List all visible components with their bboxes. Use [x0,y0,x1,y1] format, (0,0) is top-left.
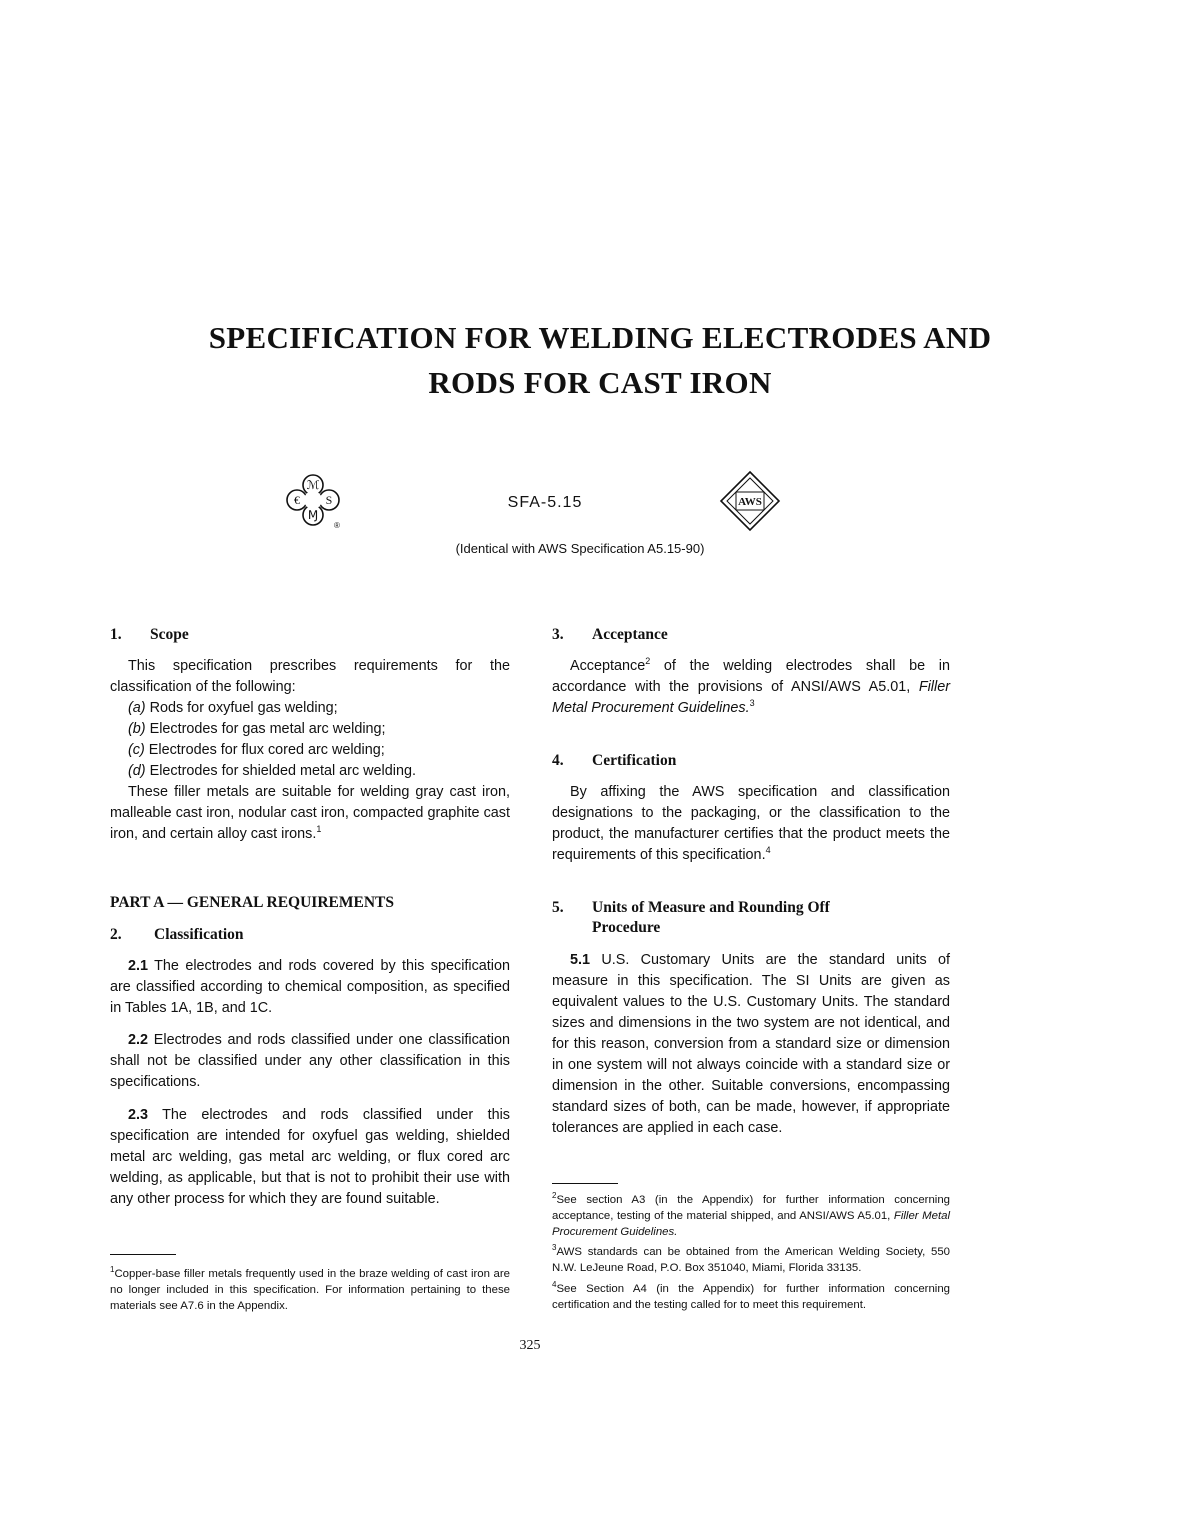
footnote-1: $^1$Copper-base filler metals frequently used in the braze welding of cast iron are no longer included in this specification. For information pertaining to these materials see A7.6 in the Appendix. [110,1265,510,1312]
section-4-heading [552,751,676,771]
section-title: Scope [150,626,189,643]
footnote-2: $^2$See section A3 (in the Appendix) for further information concerning acceptance, testing of the material shipped, and ANSI/AWS A5.01, Filler Metal Procurement Guidelines. [552,1191,950,1238]
scope-paragraph: These filler metals are suitable for welding gray cast iron, malleable cast iron, nodular cast iron, compacted graphite cast iron, and certain alloy cast irons.$^1$ [110,784,510,842]
title-line-1: SPECIFICATION FOR WELDING ELECTRODES AND [208,320,992,355]
page-number: 325 [519,1338,541,1353]
designation: SFA-5.15 [507,494,583,511]
list-item: (a) Rods for oxyfuel gas welding; [128,700,338,716]
section-3-heading [552,625,668,645]
section-title-continued: Procedure [592,919,661,936]
list-item: (b) Electrodes for gas metal arc welding; [128,721,386,737]
footnote-ref: 3 [749,698,755,709]
paragraph-2-1: 2.1 The electrodes and rods covered by this specification are classified according to chemical composition, as specified in Tables 1A, 1B, and 1C. [110,958,510,1016]
scope-list [110,698,510,782]
section-title: Certification [592,752,677,769]
list-item: (d) Electrodes for shielded metal arc welding. [128,763,416,779]
section-title: Classification [154,926,244,943]
registered-mark: ® [334,521,340,530]
footnote-rule [110,1254,176,1255]
footnote-ref: 4 [765,845,771,856]
scope-intro: This specification prescribes requirements for the classification of the following: [110,658,510,695]
section-number: 1. [110,626,122,643]
asme-letter-e: € [294,493,300,507]
part-a-heading: PART A — GENERAL REQUIREMENTS [110,894,394,911]
asme-letter-m: ℳ [306,478,320,492]
asme-letter-a: Ɱ [307,508,319,522]
section-1-heading [110,625,189,645]
section-5-heading [552,898,952,938]
list-item: (c) Electrodes for flux cored arc welding; [128,742,385,758]
section-number: 3. [552,626,564,643]
acceptance-paragraph: Acceptance$^2$ of the welding electrodes shall be in accordance with the provisions of ANSI/AWS A5.01, Filler Metal Procurement Guidelines.$^3$ [552,656,950,716]
footnote-ref: 2 [645,656,651,667]
footnote-4: $^4$See Section A4 (in the Appendix) for further information concerning certification and the testing called for to meet this requirement. [552,1280,950,1311]
aws-logo-icon [719,470,781,532]
certification-paragraph: By affixing the AWS specification and classification designations to the packaging, or the classification to the product, the manufacturer certifies that the product meets the requirements of this specification.$^4$ [552,784,950,863]
section-number: 4. [552,752,564,769]
paragraph-2-2: 2.2 Electrodes and rods classified under one classification shall not be classified under any other classification in this specifications. [110,1032,510,1090]
asme-letter-s: S [325,493,333,507]
paragraph-5-1: 5.1 U.S. Customary Units are the standard units of measure in this specification. The SI Units are given as equivalent values to the U.S. Customary Units. The standard sizes and dimensions in the two system are not identical, and for this reason, conversion from a standard size or dimension in one system will not always coincide with a standard size or dimension in the other. Suitable conversions, encompassing standard sizes of both, can be made, however, if appropriate tolerances are applied in each case. [552,952,950,1136]
footnote-rule [552,1183,618,1184]
aws-logo-letters: AWS [738,496,762,508]
section-title: Units of Measure and Rounding Off [592,899,830,916]
section-number: 2. [110,926,122,943]
section-title: Acceptance [592,626,668,643]
footnote-3: $^3$AWS standards can be obtained from the American Welding Society, 550 N.W. LeJeune Road, P.O. Box 351040, Miami, Florida 33135. [552,1243,950,1274]
footnote-ref: 1 [316,824,322,835]
paragraph-2-3: 2.3 The electrodes and rods classified under this specification are intended for oxyfuel gas welding, shielded metal arc welding, gas metal arc welding, or flux cored arc welding, as applicable, but that is not to prohibit their use with any other process for which they are found suitable. [110,1107,510,1207]
title-line-2: RODS FOR CAST IRON [428,365,772,400]
document-title [0,315,1200,405]
section-number: 5. [552,899,564,916]
identical-note: (Identical with AWS Specification A5.15-90) [455,541,705,556]
section-2-heading [110,925,244,945]
asme-logo-icon [282,470,344,532]
